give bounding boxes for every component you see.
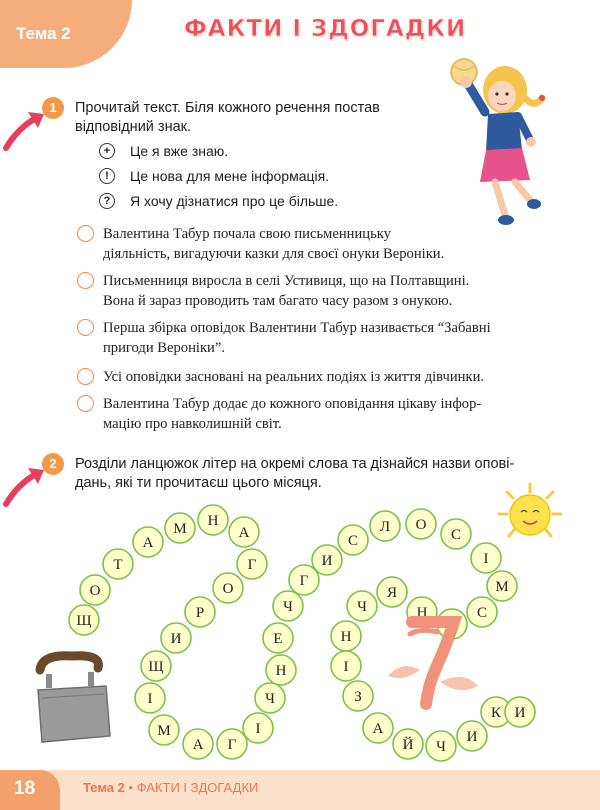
chain-letter: Ч (436, 739, 446, 755)
mark-circle[interactable] (77, 225, 94, 242)
chain-letter-bead (149, 715, 179, 745)
chain-letter-bead (471, 543, 501, 573)
sign-row-exclamation (99, 166, 329, 186)
page-title: ФАКТИ І ЗДОГАДКИ (184, 16, 467, 42)
task1-number: 1 (42, 97, 64, 119)
chain-letter-bead (338, 525, 368, 555)
chain-letter-bead (312, 545, 342, 575)
chain-letter-bead (273, 591, 303, 621)
exclamation-sign-icon: ! (99, 168, 115, 184)
chain-letter: Г (227, 737, 237, 753)
chain-letter-bead (165, 513, 195, 543)
chain-letter: О (89, 583, 101, 599)
chain-letter-bead (141, 651, 171, 681)
chain-letter: Я (386, 585, 398, 601)
chain-letter: О (415, 517, 427, 533)
chain-letter-bead (406, 509, 436, 539)
statement-text: Перша збірка оповідок Валентини Табур називається “Забавні пригоди Вероніки”. (103, 320, 491, 356)
chain-letter: О (446, 617, 458, 633)
statement-3 (77, 318, 577, 358)
task2-number: 2 (42, 453, 64, 475)
chain-letter: М (157, 723, 171, 739)
task1-instruction-line2: відповідний знак. (75, 119, 192, 135)
chain-letter-bead (377, 577, 407, 607)
chain-letter-bead (441, 519, 471, 549)
task2-instruction-line2: дань, які ти прочитаєш цього місяця. (75, 475, 322, 491)
chain-letter-bead (457, 721, 487, 751)
chain-letter-bead (370, 511, 400, 541)
sign-row-question (99, 191, 338, 211)
chain-letter: М (173, 521, 187, 537)
number-seven-illustration (380, 612, 490, 712)
statement-text: Письменниця виросла в селі Устивиця, що на Полтавщині. Вона й зараз проводить там багато часу разом з онукою. (103, 273, 470, 309)
statement-text: Валентина Табур додає до кожного оповідання цікаву інфор- мацію про навколишній світ. (103, 396, 482, 432)
chain-letter: И (514, 705, 526, 721)
mark-circle[interactable] (77, 272, 94, 289)
mark-circle[interactable] (77, 319, 94, 336)
chain-letter: Л (379, 519, 391, 535)
chain-letter-bead (135, 683, 165, 713)
sign-label: Я хочу дізнатися про це більше. (130, 193, 339, 209)
chain-letter-bead (217, 729, 247, 759)
page-number: 18 (14, 778, 36, 799)
chain-letter-bead (331, 651, 361, 681)
chain-letter: Н (416, 605, 428, 621)
statement-1 (77, 224, 577, 264)
chain-letter: Щ (148, 659, 164, 675)
chain-letter-bead (487, 571, 517, 601)
chain-letter: О (222, 581, 234, 597)
chain-letter-bead (263, 623, 293, 653)
chain-letter: Г (247, 557, 257, 573)
topic-label: Тема 2 (16, 24, 71, 43)
chain-letter-bead (103, 549, 133, 579)
chain-letter: А (238, 525, 250, 541)
sign-row-plus (99, 141, 228, 161)
chain-letter-bead (426, 731, 456, 761)
chain-letter-bead (183, 729, 213, 759)
chain-letter-bead (133, 527, 163, 557)
chain-letter: С (476, 605, 488, 621)
chain-letter: К (490, 705, 502, 721)
chain-letter-bead (255, 683, 285, 713)
chain-letter: А (142, 535, 154, 551)
statement-4 (77, 367, 577, 387)
chain-letter-bead (347, 591, 377, 621)
chain-letter-bead (505, 697, 535, 727)
question-sign-icon: ? (99, 193, 115, 209)
chain-letter-bead (69, 605, 99, 635)
chain-letter: Е (273, 631, 283, 647)
chain-letter-bead (237, 549, 267, 579)
plus-sign-icon: + (99, 143, 115, 159)
girl-illustration (430, 50, 570, 235)
chain-letter: М (495, 579, 509, 595)
sign-label: Це я вже знаю. (130, 143, 229, 159)
chain-letter: А (192, 737, 204, 753)
chain-letter-bead (243, 713, 273, 743)
chain-letter: І (147, 691, 153, 707)
chain-letter-bead (198, 505, 228, 535)
statement-text: Усі оповідки засновані на реальних подіях із життя дівчинки. (103, 369, 485, 385)
chain-letter-bead (161, 623, 191, 653)
chain-letter-bead (185, 597, 215, 627)
chain-letter: Г (299, 573, 309, 589)
chain-letter-bead (213, 573, 243, 603)
chain-letter: Й (402, 737, 414, 753)
iron-illustration (32, 648, 114, 748)
mark-circle[interactable] (77, 368, 94, 385)
chain-letter: І (343, 659, 349, 675)
chain-letter: Т (113, 557, 123, 573)
chain-letter-bead (343, 681, 373, 711)
sign-label: Це нова для мене інформація. (130, 168, 330, 184)
chain-letter: І (255, 721, 261, 737)
footer-running-title: Тема 2 • ФАКТИ І ЗДОГАДКИ (83, 780, 259, 795)
chain-letter-bead (393, 729, 423, 759)
statement-5 (77, 394, 577, 434)
chain-letter: И (170, 631, 182, 647)
chain-letter: Н (207, 513, 219, 529)
chain-letter: А (372, 721, 384, 737)
chain-letter: Н (340, 629, 352, 645)
chain-letter-bead (266, 655, 296, 685)
chain-letter: Н (275, 663, 287, 679)
chain-letter: И (321, 553, 333, 569)
chain-letter: И (466, 729, 478, 745)
chain-letter: С (450, 527, 462, 543)
chain-letter: Щ (76, 613, 92, 629)
mark-circle[interactable] (77, 395, 94, 412)
chain-letter-bead (331, 621, 361, 651)
chain-letter-bead (363, 713, 393, 743)
chain-letter: Р (195, 605, 205, 621)
task2-instruction-line1: Розділи ланцюжок літер на окремі слова та дізнайся назви опові- (75, 456, 515, 472)
chain-letter: С (347, 533, 359, 549)
chain-letter: І (483, 551, 489, 567)
chain-letter: Ч (265, 691, 275, 707)
task1-arrow-icon (2, 104, 48, 154)
task1-instruction-line1: Прочитай текст. Біля кожного речення постав (75, 100, 380, 116)
chain-letter: Ч (283, 599, 293, 615)
chain-letter: Ч (357, 599, 367, 615)
chain-letter-bead (80, 575, 110, 605)
chain-letter-bead (229, 517, 259, 547)
chain-letter: З (354, 689, 362, 705)
statement-text: Валентина Табур почала свою письменницьку діяльність, вигадуючи казки для своєї онуки Вероніки. (103, 226, 445, 262)
statement-2 (77, 271, 577, 311)
